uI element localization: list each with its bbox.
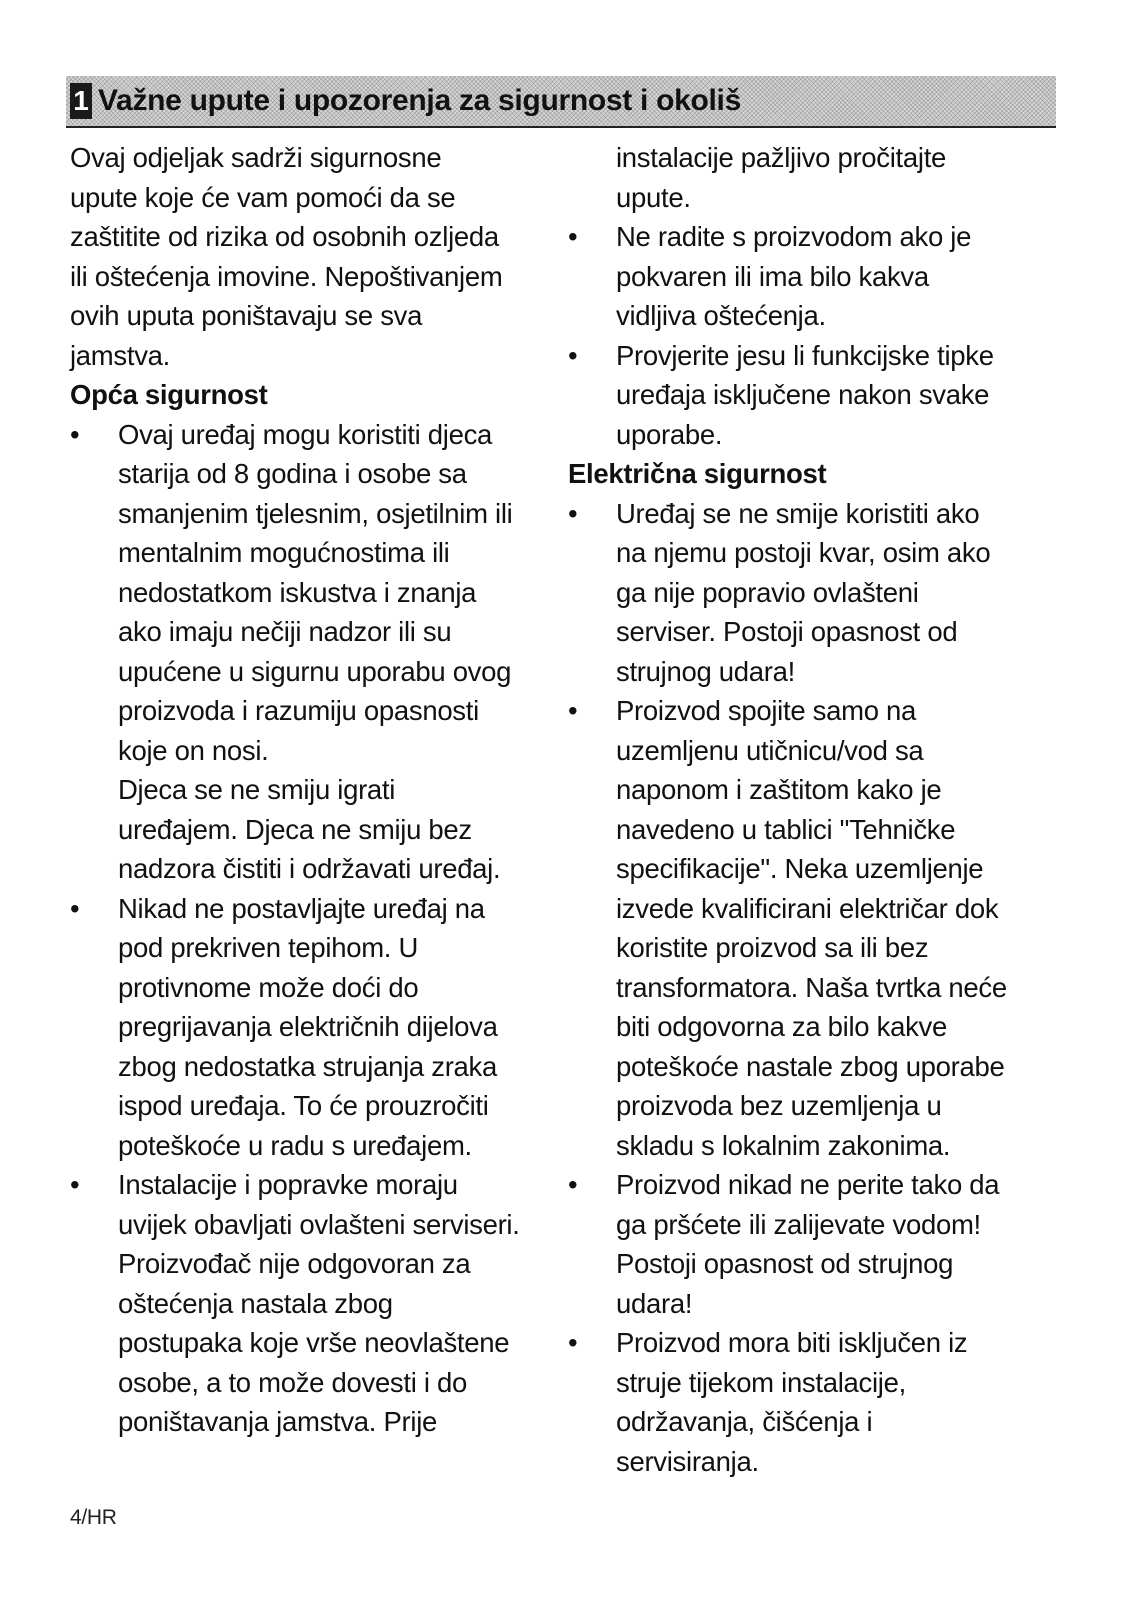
bullet-marker: • (568, 497, 578, 529)
bullet-marker: • (70, 1169, 80, 1200)
intro-paragraph: Ovaj odjeljak sadrži sigurnosne upute koje će vam pomoći da se zaštitite od rizika od osobnih ozljeda ili oštećenja imovine. Nepoštivanjem ovih uputa poništavaju se sva jamstva. (70, 142, 503, 371)
section-header (66, 76, 1056, 128)
list-item: • Provjerite jesu li funkcijske tipke uređaja isključene nakon svake uporabe. (568, 336, 1068, 455)
section-number: 1 (70, 83, 92, 119)
bullet-marker: • (568, 695, 578, 726)
bullet-marker: • (568, 339, 578, 371)
electrical-safety-heading: Električna sigurnost (568, 458, 827, 489)
bullet-marker: • (568, 221, 578, 252)
section-title: Važne upute i upozorenja za sigurnost i okoliš (98, 84, 741, 117)
bullet-marker: • (70, 892, 80, 924)
list-item: • Uređaj se ne smije koristiti ako na njemu postoji kvar, osim ako ga nije popravio ovlašteni serviser. Postoji opasnost od strujnog udara! (568, 494, 1068, 692)
list-item: • Instalacije i popravke moraju uvijek obavljati ovlašteni serviseri. Proizvođač nije odgovoran za oštećenja nastala zbog postupaka koje vrše neovlaštene osobe, a to može dovesti i do poništavanja jamstva. Prije (70, 1165, 570, 1442)
list-item: • Nikad ne postavljajte uređaj na pod prekriven tepihom. U protivnome može doći do pregrijavanja električnih dijelova zbog nedostatka strujanja zraka ispod uređaja. To će prouzročiti poteškoće u radu s uređajem. (70, 889, 570, 1166)
list-item: • Proizvod spojite samo na uzemljenu utičnicu/vod sa naponom i zaštitom kako je navedeno u tablici "Tehničke specifikacije". Neka uzemljenje izvede kvalificirani električar dok koristite proizvod sa ili bez transformatora. Naša tvrtka neće biti odgovorna za bilo kakve poteškoće nastale zbog uporabe proizvoda bez uzemljenja u skladu s lokalnim zakonima. (568, 691, 1068, 1165)
list-item: • Proizvod nikad ne perite tako da ga pršćete ili zalijevate vodom! Postoji opasnost od strujnog udara! (568, 1165, 1068, 1323)
right-column (568, 138, 1068, 1481)
left-column (70, 138, 570, 1442)
page-number: 4/HR (70, 1506, 117, 1529)
list-item: • Ovaj uređaj mogu koristiti djeca starija od 8 godina i osobe sa smanjenim tjelesnim, osjetilnim ili mentalnim mogućnostima ili nedostatkom iskustva i znanja ako imaju nečiji nadzor ili su upućene u sigurnu uporabu ovog proizvoda i razumiju opasnosti koje on nosi. Djeca se ne smiju igrati uređajem. Djeca ne smiju bez nadzora čistiti i održavati uređaj. (70, 415, 570, 889)
continued-text: instalacije pažljivo pročitajte upute. (616, 142, 947, 213)
list-item: • Proizvod mora biti isključen iz struje tijekom instalacije, održavanja, čišćenja i servisiranja. (568, 1323, 1068, 1481)
bullet-marker: • (568, 1327, 578, 1358)
bullet-marker: • (568, 1169, 578, 1200)
general-safety-heading: Opća sigurnost (70, 379, 268, 410)
list-item: • Ne radite s proizvodom ako je pokvaren ili ima bilo kakva vidljiva oštećenja. (568, 217, 1068, 336)
bullet-marker: • (70, 418, 80, 450)
